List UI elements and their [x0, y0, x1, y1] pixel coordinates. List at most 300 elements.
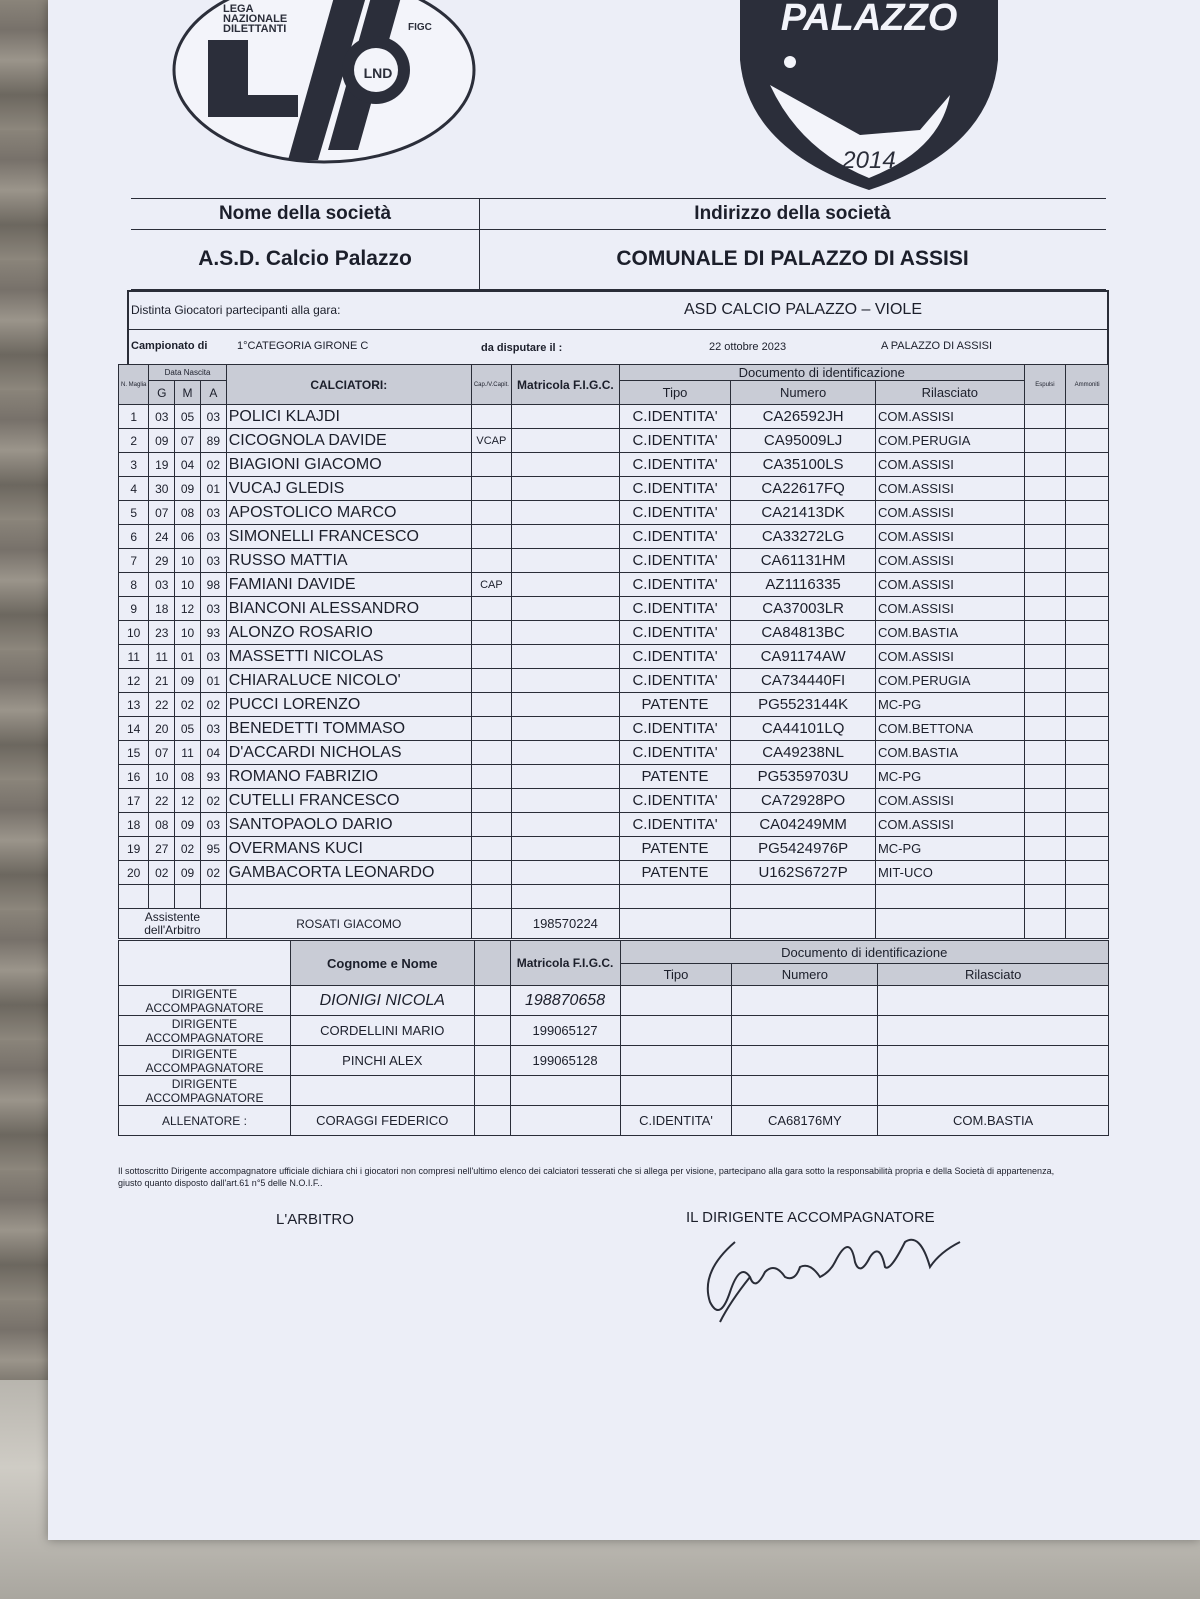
birth-day: 02 — [149, 861, 175, 885]
col-g: G — [149, 381, 175, 405]
player-number: 6 — [119, 525, 149, 549]
lnd-logo-mark: LND — [363, 65, 393, 81]
player-row — [119, 405, 1109, 429]
document-issuer: MC-PG — [875, 765, 1024, 789]
document-type: PATENTE — [619, 693, 730, 717]
player-captain — [471, 621, 511, 645]
player-name: RUSSO MATTIA — [226, 549, 471, 573]
extra-1 — [1024, 669, 1066, 693]
birth-month: 10 — [175, 621, 201, 645]
player-captain — [471, 501, 511, 525]
staff-row — [119, 986, 1109, 1016]
player-matricola — [511, 525, 619, 549]
document-number: CA37003LR — [731, 597, 876, 621]
player-matricola — [511, 405, 619, 429]
extra-1 — [1024, 477, 1066, 501]
document-type: C.IDENTITA' — [619, 549, 730, 573]
birth-year: 89 — [200, 429, 226, 453]
staff-doc-number — [732, 986, 878, 1016]
signature — [690, 1222, 990, 1332]
player-number: 2 — [119, 429, 149, 453]
document-issuer: COM.ASSISI — [875, 501, 1024, 525]
player-name: APOSTOLICO MARCO — [226, 501, 471, 525]
player-captain — [471, 597, 511, 621]
birth-month: 04 — [175, 453, 201, 477]
society-name-value: A.S.D. Calcio Palazzo — [198, 247, 412, 270]
assistente-name: ROSATI GIACOMO — [226, 909, 471, 939]
extra-1 — [1024, 501, 1066, 525]
birth-year: 98 — [200, 573, 226, 597]
document-issuer: MIT-UCO — [875, 861, 1024, 885]
birth-day: 27 — [149, 837, 175, 861]
extra-2 — [1066, 525, 1109, 549]
player-name: ALONZO ROSARIO — [226, 621, 471, 645]
birth-day: 22 — [149, 789, 175, 813]
document-type: C.IDENTITA' — [619, 453, 730, 477]
staff-col-matricola: Matricola F.I.G.C. — [510, 941, 620, 986]
document-number: U162S6727P — [731, 861, 876, 885]
document-issuer: COM.PERUGIA — [875, 669, 1024, 693]
birth-day: 29 — [149, 549, 175, 573]
extra-2 — [1066, 645, 1109, 669]
birth-year: 93 — [200, 621, 226, 645]
player-matricola — [511, 693, 619, 717]
player-captain — [471, 549, 511, 573]
document-number: AZ1116335 — [731, 573, 876, 597]
document-issuer: COM.ASSISI — [875, 813, 1024, 837]
palazzo-logo-year: 2014 — [842, 147, 896, 174]
player-row — [119, 477, 1109, 501]
document-type: PATENTE — [619, 765, 730, 789]
birth-year: 03 — [200, 813, 226, 837]
col-capitano: Cap./V.Capit. — [471, 365, 511, 405]
match-date: 22 ottobre 2023 — [709, 341, 787, 353]
birth-day: 24 — [149, 525, 175, 549]
document-issuer: COM.ASSISI — [875, 525, 1024, 549]
document-number: CA95009LJ — [731, 429, 876, 453]
player-captain — [471, 837, 511, 861]
extra-1 — [1024, 645, 1066, 669]
player-name: BENEDETTI TOMMASO — [226, 717, 471, 741]
document-type: C.IDENTITA' — [619, 741, 730, 765]
extra-1 — [1024, 429, 1066, 453]
staff-col-rilasciato: Rilasciato — [878, 964, 1109, 986]
birth-day: 18 — [149, 597, 175, 621]
staff-doc-type: C.IDENTITA' — [620, 1106, 732, 1136]
player-matricola — [511, 717, 619, 741]
document-issuer: COM.PERUGIA — [875, 429, 1024, 453]
player-name: CUTELLI FRANCESCO — [226, 789, 471, 813]
player-captain — [471, 813, 511, 837]
document-issuer: MC-PG — [875, 693, 1024, 717]
extra-2 — [1066, 477, 1109, 501]
staff-matricola — [510, 1106, 620, 1136]
player-row — [119, 765, 1109, 789]
player-number: 8 — [119, 573, 149, 597]
staff-role: DIRIGENTE ACCOMPAGNATORE — [119, 1016, 291, 1046]
player-row — [119, 861, 1109, 885]
match-info — [127, 290, 1109, 366]
extra-1 — [1024, 741, 1066, 765]
player-row — [119, 549, 1109, 573]
extra-2 — [1066, 501, 1109, 525]
birth-month: 02 — [175, 837, 201, 861]
extra-1 — [1024, 597, 1066, 621]
player-number: 5 — [119, 501, 149, 525]
staff-doc-type — [620, 1016, 732, 1046]
staff-role: DIRIGENTE ACCOMPAGNATORE — [119, 1046, 291, 1076]
extra-1 — [1024, 717, 1066, 741]
society-header — [131, 198, 1106, 290]
birth-year: 03 — [200, 717, 226, 741]
birth-day: 19 — [149, 453, 175, 477]
players-table — [118, 364, 1109, 939]
extra-1 — [1024, 813, 1066, 837]
player-captain — [471, 765, 511, 789]
staff-doc-issuer — [878, 986, 1109, 1016]
staff-blank — [474, 1046, 510, 1076]
staff-doc-issuer — [878, 1046, 1109, 1076]
lnd-logo — [168, 0, 480, 168]
birth-year: 03 — [200, 525, 226, 549]
birth-month: 08 — [175, 765, 201, 789]
staff-doc-issuer — [878, 1076, 1109, 1106]
document-type: C.IDENTITA' — [619, 429, 730, 453]
col-calciatori: CALCIATORI: — [226, 365, 471, 405]
extra-2 — [1066, 621, 1109, 645]
birth-month: 10 — [175, 549, 201, 573]
staff-role: DIRIGENTE ACCOMPAGNATORE — [119, 986, 291, 1016]
society-address-label: Indirizzo della società — [694, 203, 891, 224]
document-type: C.IDENTITA' — [619, 645, 730, 669]
player-row — [119, 573, 1109, 597]
staff-doc-number — [732, 1016, 878, 1046]
staff-col-documento: Documento di identificazione — [620, 941, 1108, 964]
player-number: 15 — [119, 741, 149, 765]
col-tipo: Tipo — [619, 381, 730, 405]
extra-2 — [1066, 717, 1109, 741]
player-matricola — [511, 837, 619, 861]
player-name: CHIARALUCE NICOLO' — [226, 669, 471, 693]
extra-1 — [1024, 549, 1066, 573]
extra-1 — [1024, 573, 1066, 597]
player-matricola — [511, 645, 619, 669]
player-number: 1 — [119, 405, 149, 429]
assistente-row — [119, 909, 1109, 939]
player-name: D'ACCARDI NICHOLAS — [226, 741, 471, 765]
birth-year: 03 — [200, 597, 226, 621]
player-captain — [471, 645, 511, 669]
campionato-label: Campionato di — [131, 340, 208, 352]
extra-1 — [1024, 693, 1066, 717]
extra-2 — [1066, 429, 1109, 453]
player-name: ROMANO FABRIZIO — [226, 765, 471, 789]
player-row — [119, 693, 1109, 717]
staff-table — [118, 940, 1109, 1136]
staff-row — [119, 1046, 1109, 1076]
player-name: GAMBACORTA LEONARDO — [226, 861, 471, 885]
birth-day: 21 — [149, 669, 175, 693]
player-row — [119, 597, 1109, 621]
document-issuer: COM.BASTIA — [875, 621, 1024, 645]
birth-month: 10 — [175, 573, 201, 597]
player-matricola — [511, 669, 619, 693]
player-matricola — [511, 597, 619, 621]
birth-day: 09 — [149, 429, 175, 453]
document-number: CA84813BC — [731, 621, 876, 645]
col-extra-1: Espulsi — [1024, 365, 1066, 405]
player-number: 3 — [119, 453, 149, 477]
document-number: CA04249MM — [731, 813, 876, 837]
document-type: C.IDENTITA' — [619, 813, 730, 837]
svg-text:NAZIONALE: NAZIONALE — [223, 13, 288, 25]
player-number: 17 — [119, 789, 149, 813]
birth-day: 30 — [149, 477, 175, 501]
birth-month: 05 — [175, 405, 201, 429]
birth-month: 09 — [175, 861, 201, 885]
document-number: CA21413DK — [731, 501, 876, 525]
player-name: POLICI KLAJDI — [226, 405, 471, 429]
birth-year: 02 — [200, 861, 226, 885]
player-row — [119, 525, 1109, 549]
player-number: 7 — [119, 549, 149, 573]
birth-year: 02 — [200, 453, 226, 477]
birth-day: 03 — [149, 405, 175, 429]
staff-name: CORDELLINI MARIO — [290, 1016, 474, 1046]
player-name: BIANCONI ALESSANDRO — [226, 597, 471, 621]
birth-year: 93 — [200, 765, 226, 789]
player-number: 19 — [119, 837, 149, 861]
extra-2 — [1066, 765, 1109, 789]
svg-text:DILETTANTI: DILETTANTI — [223, 23, 287, 35]
staff-matricola: 199065127 — [510, 1016, 620, 1046]
player-number: 9 — [119, 597, 149, 621]
player-captain — [471, 789, 511, 813]
birth-day: 10 — [149, 765, 175, 789]
extra-2 — [1066, 813, 1109, 837]
extra-2 — [1066, 669, 1109, 693]
staff-matricola: 198870658 — [510, 986, 620, 1016]
player-matricola — [511, 549, 619, 573]
staff-matricola — [510, 1076, 620, 1106]
document-number: CA61131HM — [731, 549, 876, 573]
document-type: C.IDENTITA' — [619, 621, 730, 645]
society-name-label: Nome della società — [218, 203, 392, 224]
document-number: CA33272LG — [731, 525, 876, 549]
document-number: CA49238NL — [731, 741, 876, 765]
document-type: PATENTE — [619, 861, 730, 885]
player-number: 20 — [119, 861, 149, 885]
staff-name: CORAGGI FEDERICO — [290, 1106, 474, 1136]
staff-row — [119, 1076, 1109, 1106]
player-row — [119, 621, 1109, 645]
player-row — [119, 813, 1109, 837]
staff-name — [290, 1076, 474, 1106]
document-number: CA734440FI — [731, 669, 876, 693]
birth-month: 09 — [175, 669, 201, 693]
player-name: VUCAJ GLEDIS — [226, 477, 471, 501]
birth-month: 11 — [175, 741, 201, 765]
extra-2 — [1066, 573, 1109, 597]
player-name: BIAGIONI GIACOMO — [226, 453, 471, 477]
extra-1 — [1024, 765, 1066, 789]
player-matricola — [511, 477, 619, 501]
document-issuer: COM.ASSISI — [875, 597, 1024, 621]
extra-2 — [1066, 741, 1109, 765]
player-captain — [471, 741, 511, 765]
svg-text:FIGC: FIGC — [408, 22, 432, 33]
extra-2 — [1066, 693, 1109, 717]
extra-2 — [1066, 597, 1109, 621]
player-captain: VCAP — [471, 429, 511, 453]
staff-role: ALLENATORE : — [119, 1106, 291, 1136]
col-n-maglia: N. Maglia — [119, 365, 149, 405]
staff-doc-issuer: COM.BASTIA — [878, 1106, 1109, 1136]
staff-doc-number: CA68176MY — [732, 1106, 878, 1136]
player-captain — [471, 669, 511, 693]
extra-1 — [1024, 453, 1066, 477]
extra-2 — [1066, 549, 1109, 573]
player-name: SIMONELLI FRANCESCO — [226, 525, 471, 549]
document-issuer: COM.ASSISI — [875, 789, 1024, 813]
player-row — [119, 669, 1109, 693]
document-type: C.IDENTITA' — [619, 525, 730, 549]
player-name: PUCCI LORENZO — [226, 693, 471, 717]
document-issuer: MC-PG — [875, 837, 1024, 861]
player-row — [119, 717, 1109, 741]
staff-blank — [474, 1016, 510, 1046]
birth-year: 03 — [200, 405, 226, 429]
birth-year: 03 — [200, 501, 226, 525]
document-issuer: COM.ASSISI — [875, 549, 1024, 573]
col-numero: Numero — [731, 381, 876, 405]
birth-month: 05 — [175, 717, 201, 741]
birth-day: 11 — [149, 645, 175, 669]
player-captain — [471, 525, 511, 549]
document-issuer: COM.ASSISI — [875, 573, 1024, 597]
staff-doc-issuer — [878, 1016, 1109, 1046]
staff-matricola: 199065128 — [510, 1046, 620, 1076]
player-row — [119, 453, 1109, 477]
extra-2 — [1066, 453, 1109, 477]
palazzo-logo — [740, 0, 998, 192]
staff-role: DIRIGENTE ACCOMPAGNATORE — [119, 1076, 291, 1106]
col-matricola: Matricola F.I.G.C. — [511, 365, 619, 405]
distinta-label: Distinta Giocatori partecipanti alla gara: — [131, 303, 341, 317]
player-name: FAMIANI DAVIDE — [226, 573, 471, 597]
birth-year: 95 — [200, 837, 226, 861]
document-type: PATENTE — [619, 837, 730, 861]
extra-2 — [1066, 789, 1109, 813]
birth-day: 20 — [149, 717, 175, 741]
document-number: CA91174AW — [731, 645, 876, 669]
birth-month: 08 — [175, 501, 201, 525]
declaration-note: Il sottoscritto Dirigente accompagnatore ufficiale dichiara chi i giocatori non compresi nell'ultimo elenco dei calciatori tesserati che si allega per visione, partecipano alla gara sotto la responsabilità propria e della Società di appartenenza, giusto quanto disposto dall'art.61 n°5 delle N.O.I.F.. — [118, 1166, 1055, 1188]
society-address-value: COMUNALE DI PALAZZO DI ASSISI — [616, 247, 969, 270]
birth-month: 09 — [175, 813, 201, 837]
birth-year: 02 — [200, 789, 226, 813]
player-name: SANTOPAOLO DARIO — [226, 813, 471, 837]
player-matricola — [511, 573, 619, 597]
assistente-matricola: 198570224 — [511, 909, 619, 939]
staff-doc-type — [620, 1046, 732, 1076]
document-type: C.IDENTITA' — [619, 717, 730, 741]
player-matricola — [511, 861, 619, 885]
player-number: 12 — [119, 669, 149, 693]
extra-1 — [1024, 837, 1066, 861]
birth-month: 07 — [175, 429, 201, 453]
player-row — [119, 645, 1109, 669]
staff-doc-number — [732, 1046, 878, 1076]
birth-year: 01 — [200, 669, 226, 693]
birth-month: 06 — [175, 525, 201, 549]
player-matricola — [511, 453, 619, 477]
birth-day: 07 — [149, 741, 175, 765]
document-number: PG5359703U — [731, 765, 876, 789]
birth-year: 02 — [200, 693, 226, 717]
player-row — [119, 501, 1109, 525]
campionato-value: 1°CATEGORIA GIRONE C — [237, 340, 369, 352]
birth-day: 23 — [149, 621, 175, 645]
birth-month: 12 — [175, 597, 201, 621]
document-issuer: COM.BETTONA — [875, 717, 1024, 741]
staff-col-cognome: Cognome e Nome — [290, 941, 474, 986]
birth-year: 03 — [200, 645, 226, 669]
assistente-label: Assistente dell'Arbitro — [119, 909, 227, 939]
match-place: A PALAZZO DI ASSISI — [881, 340, 993, 352]
extra-1 — [1024, 405, 1066, 429]
document-issuer: COM.BASTIA — [875, 741, 1024, 765]
staff-col-numero: Numero — [732, 964, 878, 986]
birth-day: 22 — [149, 693, 175, 717]
player-name: CICOGNOLA DAVIDE — [226, 429, 471, 453]
player-name: OVERMANS KUCI — [226, 837, 471, 861]
player-number: 10 — [119, 621, 149, 645]
player-matricola — [511, 429, 619, 453]
player-number: 16 — [119, 765, 149, 789]
staff-name: PINCHI ALEX — [290, 1046, 474, 1076]
player-captain — [471, 477, 511, 501]
extra-1 — [1024, 525, 1066, 549]
birth-month: 12 — [175, 789, 201, 813]
player-captain — [471, 861, 511, 885]
document-number: CA22617FQ — [731, 477, 876, 501]
birth-day: 07 — [149, 501, 175, 525]
player-number: 13 — [119, 693, 149, 717]
birth-year: 03 — [200, 549, 226, 573]
player-matricola — [511, 813, 619, 837]
col-m: M — [175, 381, 201, 405]
extra-1 — [1024, 621, 1066, 645]
document-number: CA72928PO — [731, 789, 876, 813]
player-row — [119, 789, 1109, 813]
staff-col-tipo: Tipo — [620, 964, 732, 986]
staff-row — [119, 1016, 1109, 1046]
staff-doc-number — [732, 1076, 878, 1106]
extra-2 — [1066, 837, 1109, 861]
arbitro-label: L'ARBITRO — [276, 1211, 354, 1228]
document-issuer: COM.ASSISI — [875, 477, 1024, 501]
player-matricola — [511, 741, 619, 765]
extra-2 — [1066, 405, 1109, 429]
birth-day: 03 — [149, 573, 175, 597]
player-captain — [471, 717, 511, 741]
player-row — [119, 741, 1109, 765]
document-number: CA26592JH — [731, 405, 876, 429]
staff-row — [119, 1106, 1109, 1136]
document-type: C.IDENTITA' — [619, 405, 730, 429]
birth-year: 01 — [200, 477, 226, 501]
